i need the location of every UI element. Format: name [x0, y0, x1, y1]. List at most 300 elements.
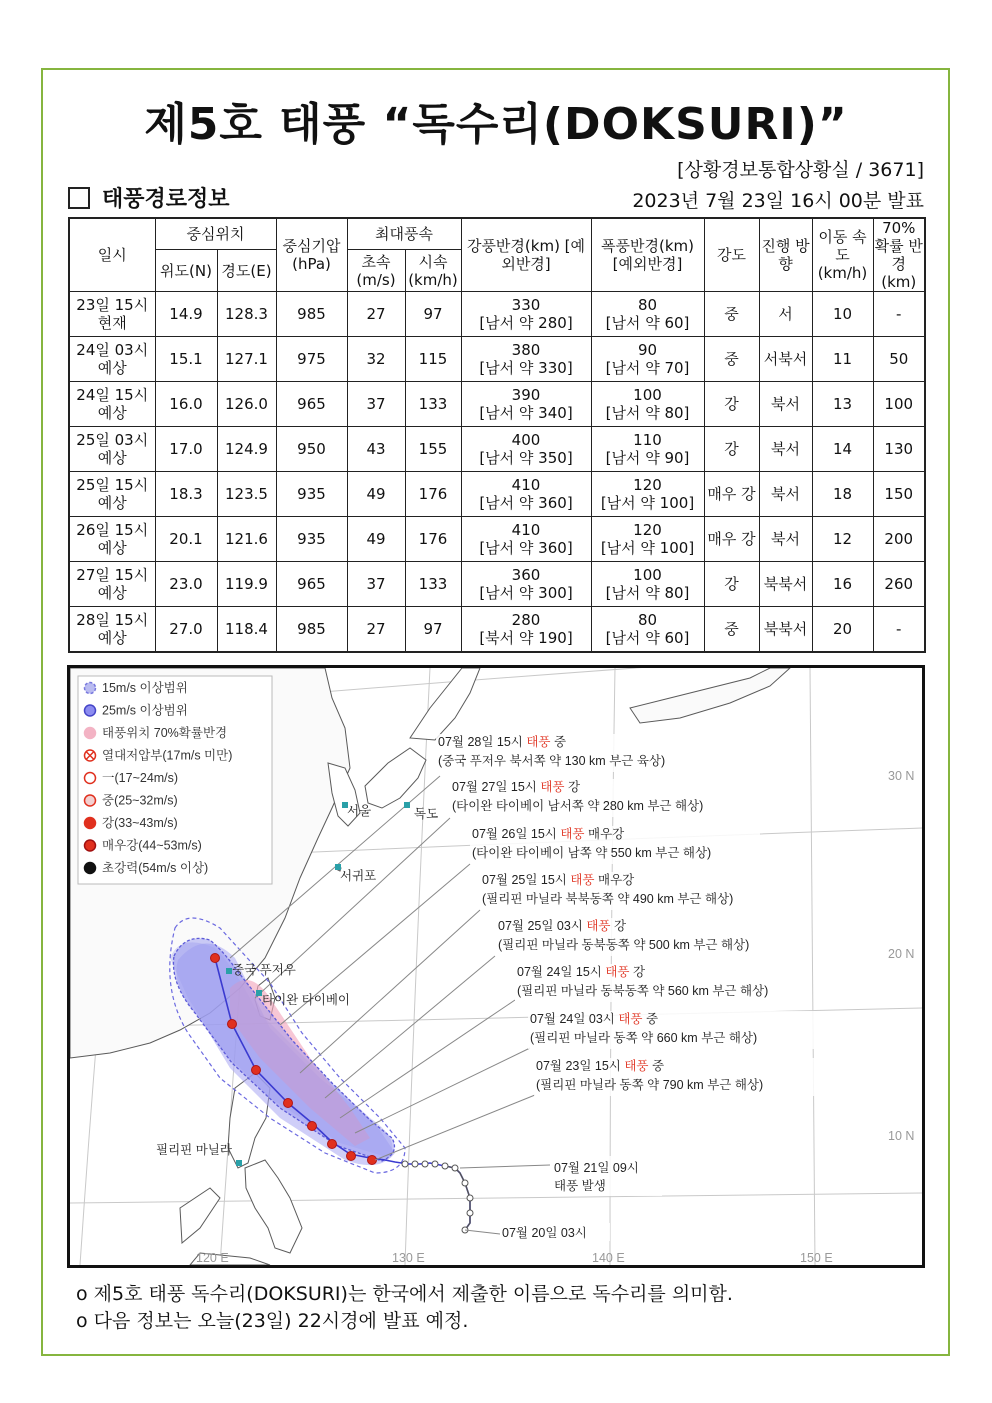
cell-kmh — [405, 382, 461, 427]
cell-storm — [591, 337, 704, 382]
lon-label-150: 150 E — [800, 1251, 833, 1265]
cell-ms-text: 32 — [366, 350, 386, 368]
typhoon-position-icon — [347, 1152, 356, 1161]
cell-datetime-text: 예상 — [97, 494, 127, 512]
pink-circle-icon — [85, 728, 96, 739]
header-pressure: 중심기압 (hPa) — [276, 218, 347, 292]
annotation-part: 07월 28일 15시 — [438, 735, 527, 749]
cell-kmh-text: 97 — [423, 305, 443, 323]
cell-ms-text: 27 — [366, 305, 386, 323]
annotation-part: 태풍 — [586, 919, 611, 933]
cell-storm — [591, 427, 704, 472]
annotation-location: (필리핀 마닐라 북북동쪽 약 490 km 부근 해상) — [482, 892, 734, 906]
header-prob: 70% 확률 반경 (km) — [873, 218, 925, 292]
cell-intensity-text: 중 — [724, 620, 739, 638]
cell-datetime-text: 27일 15시 — [76, 566, 149, 584]
cell-pressure — [276, 337, 347, 382]
cell-direction-text: 서 — [778, 305, 793, 323]
legend-label: 열대저압부(17m/s 미만) — [102, 748, 233, 763]
cell-speed — [812, 292, 873, 337]
cell-prob-text: - — [896, 305, 902, 323]
annotation-title — [452, 779, 580, 794]
cell-lon — [217, 607, 276, 653]
cell-ms-text: 27 — [366, 620, 386, 638]
cell-kmh — [405, 427, 461, 472]
cell-prob-text: 200 — [884, 530, 914, 548]
cell-intensity-text: 강 — [724, 575, 739, 593]
cell-direction — [759, 607, 812, 653]
table-row — [69, 472, 925, 517]
depression-position-icon — [412, 1161, 418, 1167]
cell-pressure — [276, 472, 347, 517]
cell-storm-text: 100 — [633, 566, 662, 584]
cell-prob — [873, 472, 925, 517]
cell-lat — [155, 427, 217, 472]
cell-direction — [759, 562, 812, 607]
annotation-part: 매우강 — [594, 873, 635, 887]
cell-pressure-text: 935 — [297, 530, 326, 548]
header-lon: 경도(E) — [217, 250, 276, 292]
cell-storm-text: 110 — [633, 431, 662, 449]
annotation-part: 중 — [648, 1059, 665, 1073]
annotation-title — [498, 918, 626, 933]
cell-speed — [812, 382, 873, 427]
cell-direction — [759, 472, 812, 517]
header-lat: 위도(N) — [155, 250, 217, 292]
cell-storm-text: [남서 약 80] — [605, 404, 690, 422]
page-title: 제5호 태풍 “독수리(DOKSURI)” — [144, 99, 848, 150]
cell-speed-text: 10 — [832, 305, 853, 323]
section-title: 태풍경로정보 — [102, 187, 230, 212]
annotation-part: 07월 25일 03시 — [498, 919, 587, 933]
annotation-part: 태풍 — [560, 827, 585, 841]
cell-direction — [759, 427, 812, 472]
cell-datetime-text: 예상 — [97, 359, 127, 377]
legend-label: 一(17~24m/s) — [102, 771, 179, 785]
cell-storm-text: [남서 약 90] — [605, 449, 690, 467]
cell-lon-text: 123.5 — [225, 485, 268, 503]
annotation-location: (필리핀 마닐라 동북동쪽 약 500 km 부근 해상) — [498, 938, 750, 952]
cell-gale-text: 330 — [511, 296, 541, 314]
cell-intensity-text: 매우 강 — [707, 530, 756, 548]
annotation-location: (타이완 타이베이 남쪽 약 550 km 부근 해상) — [472, 846, 712, 860]
cell-intensity — [704, 472, 759, 517]
cell-ms-text: 43 — [366, 440, 386, 458]
cell-prob-text: - — [896, 620, 902, 638]
cell-pressure — [276, 427, 347, 472]
cell-pressure — [276, 292, 347, 337]
cell-kmh-text: 97 — [423, 620, 443, 638]
cell-gale-text: [남서 약 360] — [479, 539, 573, 557]
cell-lon — [217, 562, 276, 607]
cell-pressure — [276, 517, 347, 562]
header-center: 중심위치 — [155, 218, 276, 250]
place-fuzhou: 중국 푸저우 — [232, 963, 296, 977]
cell-datetime-text: 28일 15시 — [76, 611, 149, 629]
depression-position-icon — [452, 1165, 458, 1171]
place-dokdo: 독도 — [414, 807, 439, 821]
annotation-title — [530, 1011, 658, 1026]
cell-speed-text: 20 — [832, 620, 853, 638]
cell-lat-text: 23.0 — [169, 575, 203, 593]
cell-datetime-text: 24일 03시 — [76, 341, 149, 359]
cell-intensity — [704, 337, 759, 382]
depression-position-icon — [422, 1161, 428, 1167]
typhoon-position-icon — [328, 1140, 337, 1149]
annotation-title — [517, 964, 645, 979]
cell-pressure-text: 935 — [297, 485, 326, 503]
legend-label: 25m/s 이상범위 — [102, 703, 188, 718]
header-maxwind: 최대풍속 — [347, 218, 461, 250]
cell-lat — [155, 517, 217, 562]
table-row — [69, 517, 925, 562]
cell-intensity-text: 매우 강 — [707, 485, 756, 503]
map-legend — [78, 676, 272, 884]
cell-direction-text: 서북서 — [763, 350, 808, 368]
header-storm: 폭풍반경(km) [예외반경] — [591, 218, 704, 292]
annotation-part: 강 — [629, 965, 646, 979]
cell-lon — [217, 382, 276, 427]
cell-ms — [347, 517, 405, 562]
cell-storm — [591, 472, 704, 517]
section-heading — [68, 182, 230, 213]
lon-label-130: 130 E — [392, 1251, 425, 1265]
cell-datetime — [69, 562, 155, 607]
cell-ms-text: 37 — [366, 575, 386, 593]
cell-speed — [812, 562, 873, 607]
cell-speed-text: 11 — [832, 350, 853, 368]
cell-datetime — [69, 607, 155, 653]
typhoon-super-icon — [85, 863, 96, 874]
issued-time: 2023년 7월 23일 16시 00분 발표 — [632, 190, 924, 212]
lat-label-10: 10 N — [888, 1129, 915, 1143]
lat-label-20: 20 N — [888, 947, 915, 961]
cell-datetime-text: 예상 — [97, 629, 127, 647]
annotation-title — [472, 826, 624, 841]
legend-label: 중(25~32m/s) — [102, 793, 178, 808]
cell-datetime — [69, 382, 155, 427]
cell-kmh — [405, 292, 461, 337]
cell-lat — [155, 382, 217, 427]
cell-storm-text: [남서 약 70] — [605, 359, 690, 377]
annotation-part: 태풍 — [624, 1059, 649, 1073]
cell-speed — [812, 607, 873, 653]
cell-gale-text: 380 — [511, 341, 541, 359]
cell-lon-text: 124.9 — [225, 440, 268, 458]
cell-gale-text: [북서 약 190] — [479, 629, 573, 647]
cell-storm-text: [남서 약 100] — [600, 494, 695, 512]
cell-kmh — [405, 517, 461, 562]
annotation-location: (중국 푸저우 북서쪽 약 130 km 부근 육상) — [438, 754, 666, 768]
cell-storm — [591, 562, 704, 607]
typhoon-position-icon — [284, 1099, 293, 1108]
cell-lat — [155, 337, 217, 382]
cell-intensity — [704, 292, 759, 337]
cell-gale — [461, 562, 591, 607]
cell-lon — [217, 427, 276, 472]
cell-pressure-text: 985 — [297, 620, 326, 638]
depression-position-icon — [432, 1161, 438, 1167]
legend-label: 15m/s 이상범위 — [102, 681, 188, 695]
cell-datetime-text: 예상 — [97, 539, 127, 557]
cell-prob — [873, 607, 925, 653]
cell-lat-text: 17.0 — [169, 440, 203, 458]
cell-storm-text: [남서 약 80] — [605, 584, 690, 602]
cell-direction-text: 북북서 — [763, 620, 808, 638]
cell-datetime — [69, 292, 155, 337]
cell-prob — [873, 427, 925, 472]
header-speed: 이동 속도 (km/h) — [812, 218, 873, 292]
header-direction: 진행 방향 — [759, 218, 812, 292]
cell-datetime — [69, 517, 155, 562]
cell-ms-text: 49 — [366, 485, 386, 503]
annotation-part: 중 — [550, 735, 567, 749]
cell-datetime-text: 예상 — [97, 404, 127, 422]
cell-intensity-text: 강 — [724, 440, 739, 458]
cell-speed — [812, 427, 873, 472]
typhoon-position-icon — [252, 1066, 261, 1075]
table-row — [69, 562, 925, 607]
cell-gale-text: [남서 약 350] — [479, 449, 573, 467]
cell-prob — [873, 337, 925, 382]
annotation-part: 태풍 — [526, 735, 551, 749]
typhoon-strong-icon — [85, 818, 96, 829]
cell-datetime-text: 현재 — [97, 314, 127, 332]
cell-storm-text: 80 — [637, 296, 658, 314]
cell-prob — [873, 382, 925, 427]
note-name: o 제5호 태풍 독수리(DOKSURI)는 한국에서 제출한 이름으로 독수리를 의미함. — [76, 1283, 733, 1305]
cell-ms — [347, 337, 405, 382]
cell-kmh — [405, 607, 461, 653]
annotation-part: 07월 23일 15시 — [536, 1059, 625, 1073]
cell-datetime-text: 25일 15시 — [76, 476, 149, 494]
cell-lat-text: 16.0 — [169, 395, 203, 413]
annotation-part: 매우강 — [584, 827, 625, 841]
cell-storm-text: 100 — [633, 386, 662, 404]
annotation-part: 강 — [610, 919, 627, 933]
cell-pressure — [276, 382, 347, 427]
lat-label-30: 30 N — [888, 769, 915, 783]
annotation-location: (타이완 타이베이 남서쪽 약 280 km 부근 해상) — [452, 799, 704, 813]
cell-gale-text: 390 — [511, 386, 541, 404]
cell-datetime — [69, 337, 155, 382]
annotation-part: 태풍 — [570, 873, 595, 887]
cell-speed-text: 16 — [832, 575, 853, 593]
note-next: o 다음 정보는 오늘(23일) 22시경에 발표 예정. — [76, 1310, 469, 1332]
cell-datetime-text: 24일 15시 — [76, 386, 149, 404]
cell-speed — [812, 337, 873, 382]
cell-intensity-text: 강 — [724, 395, 739, 413]
blue-circle-icon — [85, 705, 96, 716]
cell-datetime — [69, 427, 155, 472]
cell-direction — [759, 517, 812, 562]
cell-gale — [461, 517, 591, 562]
cell-gale-text: [남서 약 300] — [479, 584, 573, 602]
header-kmh: 시속 (km/h) — [405, 250, 461, 292]
table-row — [69, 427, 925, 472]
cell-intensity-text: 중 — [724, 305, 739, 323]
cell-lon — [217, 337, 276, 382]
cell-prob-text: 260 — [884, 575, 914, 593]
typhoon-verystrong-icon — [85, 840, 96, 851]
cell-direction-text: 북서 — [771, 395, 800, 413]
cell-lat — [155, 562, 217, 607]
track-table — [68, 217, 926, 653]
cell-speed-text: 18 — [832, 485, 853, 503]
cell-storm-text: 120 — [633, 521, 662, 539]
cell-pressure-text: 950 — [297, 440, 326, 458]
table-row — [69, 292, 925, 337]
cell-direction — [759, 292, 812, 337]
lon-label-120: 120 E — [196, 1251, 229, 1265]
annotation-part: 07월 24일 15시 — [517, 965, 606, 979]
cell-lat — [155, 292, 217, 337]
cell-gale-text: 410 — [511, 476, 541, 494]
depression-position-icon — [462, 1180, 468, 1186]
cell-pressure — [276, 607, 347, 653]
cell-lon — [217, 517, 276, 562]
cell-kmh-text: 115 — [418, 350, 448, 368]
cell-kmh — [405, 562, 461, 607]
cell-lat-text: 14.9 — [169, 305, 203, 323]
cell-kmh-text: 176 — [418, 485, 448, 503]
cell-gale-text: [남서 약 330] — [479, 359, 573, 377]
office-label: [상황경보통합상황실 / 3671] — [677, 159, 924, 181]
cell-intensity-text: 중 — [724, 350, 739, 368]
cell-lon — [217, 292, 276, 337]
annotation-part: 07월 25일 15시 — [482, 873, 571, 887]
cell-lat-text: 27.0 — [169, 620, 203, 638]
cell-storm — [591, 292, 704, 337]
cell-prob — [873, 517, 925, 562]
header-ms: 초속 (m/s) — [347, 250, 405, 292]
cell-kmh — [405, 472, 461, 517]
cell-storm-text: [남서 약 60] — [605, 629, 690, 647]
genesis-time: 07월 21일 09시 — [554, 1161, 639, 1175]
cell-lat — [155, 472, 217, 517]
header-datetime: 일시 — [69, 218, 155, 292]
cell-gale-text: 280 — [511, 611, 541, 629]
cell-gale-text: 360 — [511, 566, 541, 584]
lon-label-140: 140 E — [592, 1251, 625, 1265]
table-row — [69, 382, 925, 427]
cell-storm-text: 90 — [637, 341, 658, 359]
cell-storm-text: [남서 약 60] — [605, 314, 690, 332]
footnotes — [76, 1281, 733, 1335]
cell-storm — [591, 382, 704, 427]
cell-direction-text: 북북서 — [763, 575, 808, 593]
cell-datetime-text: 25일 03시 — [76, 431, 149, 449]
cell-storm-text: 80 — [637, 611, 658, 629]
depression-position-icon — [402, 1161, 408, 1167]
cell-ms — [347, 472, 405, 517]
cell-lon — [217, 472, 276, 517]
cell-gale-text: [남서 약 340] — [479, 404, 573, 422]
cell-lon-text: 119.9 — [225, 575, 268, 593]
cell-direction-text: 북서 — [771, 530, 800, 548]
cell-intensity — [704, 382, 759, 427]
typhoon-medium-icon — [85, 795, 96, 806]
place-seoul: 서울 — [347, 804, 372, 818]
cell-prob — [873, 292, 925, 337]
cell-kmh-text: 133 — [418, 575, 448, 593]
cell-prob-text: 130 — [884, 440, 914, 458]
cell-intensity — [704, 427, 759, 472]
cell-gale-text: [남서 약 360] — [479, 494, 573, 512]
genesis-label: 태풍 발생 — [554, 1179, 606, 1193]
map-svg — [70, 668, 922, 1265]
cell-ms — [347, 382, 405, 427]
annotation-location: (필리핀 마닐라 동쪽 약 790 km 부근 해상) — [536, 1078, 764, 1092]
cell-datetime-text: 23일 15시 — [76, 296, 149, 314]
typhoon-position-icon — [211, 954, 220, 963]
cell-ms — [347, 427, 405, 472]
cell-pressure-text: 985 — [297, 305, 326, 323]
place-seogwipo: 서귀포 — [340, 869, 377, 883]
start-time: 07월 20일 03시 — [502, 1226, 587, 1240]
cell-lat-text: 15.1 — [169, 350, 203, 368]
cell-speed-text: 13 — [832, 395, 853, 413]
cell-gale-text: 410 — [511, 521, 541, 539]
annotation-part: 07월 27일 15시 — [452, 780, 541, 794]
cell-lat-text: 20.1 — [169, 530, 203, 548]
annotation-part: 태풍 — [605, 965, 630, 979]
cell-storm — [591, 607, 704, 653]
place-manila: 필리핀 마닐라 — [156, 1143, 232, 1157]
cell-prob-text: 100 — [884, 395, 914, 413]
table-row — [69, 337, 925, 382]
annotation-title — [438, 734, 566, 749]
annotation-location: (필리핀 마닐라 동쪽 약 660 km 부근 해상) — [530, 1031, 758, 1045]
annotation-part: 중 — [642, 1012, 659, 1026]
cell-gale — [461, 607, 591, 653]
table-row — [69, 607, 925, 653]
typhoon-position-icon — [228, 1020, 237, 1029]
cell-datetime-text: 예상 — [97, 584, 127, 602]
cell-direction-text: 북서 — [771, 485, 800, 503]
cell-gale — [461, 292, 591, 337]
cell-intensity — [704, 607, 759, 653]
cell-ms — [347, 607, 405, 653]
place-taipei: 타이완 타이베이 — [262, 993, 350, 1007]
cell-kmh-text: 133 — [418, 395, 448, 413]
cell-ms — [347, 562, 405, 607]
cell-pressure-text: 965 — [297, 395, 326, 413]
cell-ms — [347, 292, 405, 337]
cell-datetime-text: 예상 — [97, 449, 127, 467]
annotation-part: 강 — [564, 780, 581, 794]
cell-pressure-text: 965 — [297, 575, 326, 593]
annotation-location: (필리핀 마닐라 동북동쪽 약 560 km 부근 해상) — [517, 984, 769, 998]
cell-direction — [759, 337, 812, 382]
annotation-part: 07월 26일 15시 — [472, 827, 561, 841]
cell-prob-text: 50 — [889, 350, 909, 368]
cell-datetime — [69, 472, 155, 517]
cell-prob-text: 150 — [884, 485, 914, 503]
cell-lon-text: 118.4 — [225, 620, 268, 638]
annotation-part: 07월 24일 03시 — [530, 1012, 619, 1026]
cell-speed — [812, 472, 873, 517]
cell-prob — [873, 562, 925, 607]
header-gale: 강풍반경(km) [예외반경] — [461, 218, 591, 292]
depression-position-icon — [467, 1195, 473, 1201]
legend-label: 강(33~43m/s) — [102, 816, 178, 830]
light-blue-circle-icon — [85, 683, 96, 694]
cell-lon-text: 128.3 — [225, 305, 268, 323]
cell-gale-text: [남서 약 280] — [479, 314, 573, 332]
cell-lat — [155, 607, 217, 653]
typhoon-position-icon — [308, 1122, 317, 1131]
